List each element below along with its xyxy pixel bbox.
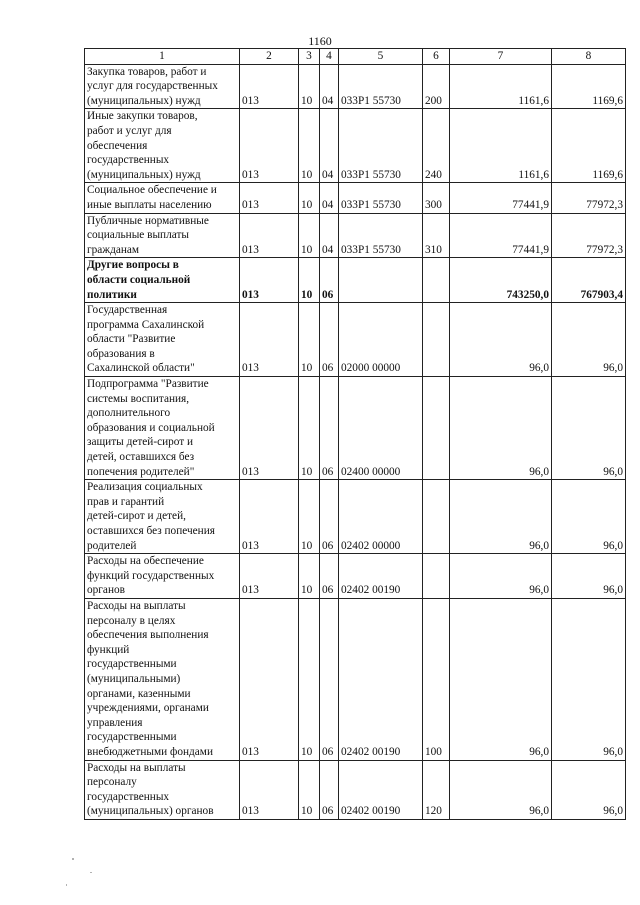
table-row (85, 109, 626, 183)
csr-cell: 033Р1 55730 (339, 183, 423, 213)
sum-year2-cell: 96,0 (552, 554, 626, 599)
pr-cell: 06 (320, 258, 339, 303)
rz-cell: 10 (299, 598, 320, 760)
sum-year2-cell: 77972,3 (552, 213, 626, 258)
pr-cell: 06 (320, 598, 339, 760)
vr-cell (423, 303, 450, 377)
table-row (85, 213, 626, 258)
gr-cell: 013 (240, 64, 299, 109)
gr-cell: 013 (240, 109, 299, 183)
name-cell: Государственная программа Сахалинской области "Развитие образования в Сахалинской области" (85, 303, 240, 377)
csr-cell: 02402 00190 (339, 598, 423, 760)
sum-year2-cell: 96,0 (552, 480, 626, 554)
table-row (85, 303, 626, 377)
sum-year1-cell: 96,0 (450, 377, 552, 480)
name-cell: Реализация социальных прав и гарантий детей-сирот и детей, оставшихся без попечения родителей (85, 480, 240, 554)
pr-cell: 06 (320, 480, 339, 554)
sum-year2-cell: 1169,6 (552, 64, 626, 109)
vr-cell: 300 (423, 183, 450, 213)
name-cell: Другие вопросы в области социальной политики (85, 258, 240, 303)
column-header: 4 (320, 49, 339, 65)
rz-cell: 10 (299, 377, 320, 480)
gr-cell: 013 (240, 598, 299, 760)
sum-year1-cell: 743250,0 (450, 258, 552, 303)
csr-cell: 02402 00000 (339, 480, 423, 554)
pr-cell: 04 (320, 109, 339, 183)
csr-cell: 033Р1 55730 (339, 213, 423, 258)
column-header: 1 (85, 49, 240, 65)
csr-cell (339, 258, 423, 303)
sum-year2-cell: 96,0 (552, 598, 626, 760)
vr-cell: 200 (423, 64, 450, 109)
sum-year1-cell: 77441,9 (450, 183, 552, 213)
csr-cell: 02400 00000 (339, 377, 423, 480)
sum-year1-cell: 77441,9 (450, 213, 552, 258)
rz-cell: 10 (299, 303, 320, 377)
pr-cell: 06 (320, 377, 339, 480)
gr-cell: 013 (240, 303, 299, 377)
sum-year2-cell: 1169,6 (552, 109, 626, 183)
vr-cell: 310 (423, 213, 450, 258)
gr-cell: 013 (240, 213, 299, 258)
csr-cell: 033Р1 55730 (339, 64, 423, 109)
rz-cell: 10 (299, 554, 320, 599)
column-header: 6 (423, 49, 450, 65)
csr-cell: 033Р1 55730 (339, 109, 423, 183)
rz-cell: 10 (299, 183, 320, 213)
name-cell: Подпрограмма "Развитие системы воспитания, дополнительного образования и социальной защиты детей-сирот и детей, оставшихся без попечения родителей" (85, 377, 240, 480)
pr-cell: 06 (320, 554, 339, 599)
column-header: 2 (240, 49, 299, 65)
sum-year2-cell: 96,0 (552, 303, 626, 377)
column-header: 7 (450, 49, 552, 65)
name-cell: Закупка товаров, работ и услуг для государственных (муниципальных) нужд (85, 64, 240, 109)
vr-cell: 100 (423, 598, 450, 760)
scan-speck (66, 884, 67, 886)
gr-cell: 013 (240, 377, 299, 480)
header-row (85, 49, 626, 65)
table-row (85, 554, 626, 599)
page-number: 1160 (308, 34, 332, 48)
sum-year2-cell: 96,0 (552, 377, 626, 480)
rz-cell: 10 (299, 258, 320, 303)
rz-cell: 10 (299, 64, 320, 109)
table-row (85, 760, 626, 819)
vr-cell (423, 554, 450, 599)
gr-cell: 013 (240, 258, 299, 303)
table-body (85, 64, 626, 819)
scan-speck (72, 858, 74, 860)
sum-year2-cell: 77972,3 (552, 183, 626, 213)
vr-cell: 120 (423, 760, 450, 819)
column-header: 8 (552, 49, 626, 65)
sum-year2-cell: 96,0 (552, 760, 626, 819)
name-cell: Социальное обеспечение и иные выплаты населению (85, 183, 240, 213)
pr-cell: 04 (320, 64, 339, 109)
column-header: 3 (299, 49, 320, 65)
rz-cell: 10 (299, 480, 320, 554)
vr-cell (423, 480, 450, 554)
table-row (85, 183, 626, 213)
table-row (85, 64, 626, 109)
sum-year1-cell: 96,0 (450, 598, 552, 760)
gr-cell: 013 (240, 554, 299, 599)
pr-cell: 04 (320, 213, 339, 258)
pr-cell: 06 (320, 303, 339, 377)
gr-cell: 013 (240, 183, 299, 213)
gr-cell: 013 (240, 760, 299, 819)
sum-year1-cell: 96,0 (450, 554, 552, 599)
pr-cell: 06 (320, 760, 339, 819)
gr-cell: 013 (240, 480, 299, 554)
sum-year1-cell: 96,0 (450, 480, 552, 554)
table-row (85, 598, 626, 760)
vr-cell: 240 (423, 109, 450, 183)
sum-year1-cell: 96,0 (450, 760, 552, 819)
csr-cell: 02402 00190 (339, 554, 423, 599)
table-row (85, 377, 626, 480)
vr-cell (423, 258, 450, 303)
rz-cell: 10 (299, 213, 320, 258)
budget-table (84, 48, 626, 820)
sum-year1-cell: 1161,6 (450, 64, 552, 109)
table-row (85, 258, 626, 303)
table-row (85, 480, 626, 554)
rz-cell: 10 (299, 109, 320, 183)
scan-speck (90, 872, 92, 873)
name-cell: Расходы на выплаты персоналу государственных (муниципальных) органов (85, 760, 240, 819)
sum-year1-cell: 1161,6 (450, 109, 552, 183)
name-cell: Расходы на обеспечение функций государственных органов (85, 554, 240, 599)
name-cell: Публичные нормативные социальные выплаты гражданам (85, 213, 240, 258)
sum-year1-cell: 96,0 (450, 303, 552, 377)
name-cell: Расходы на выплаты персоналу в целях обеспечения выполнения функций государственными (муниципальными) органами, казенными учреждениями, органами управления государственными внебюджетными фондами (85, 598, 240, 760)
csr-cell: 02000 00000 (339, 303, 423, 377)
sum-year2-cell: 767903,4 (552, 258, 626, 303)
vr-cell (423, 377, 450, 480)
rz-cell: 10 (299, 760, 320, 819)
column-header: 5 (339, 49, 423, 65)
pr-cell: 04 (320, 183, 339, 213)
name-cell: Иные закупки товаров, работ и услуг для обеспечения государственных (муниципальных) нужд (85, 109, 240, 183)
csr-cell: 02402 00190 (339, 760, 423, 819)
